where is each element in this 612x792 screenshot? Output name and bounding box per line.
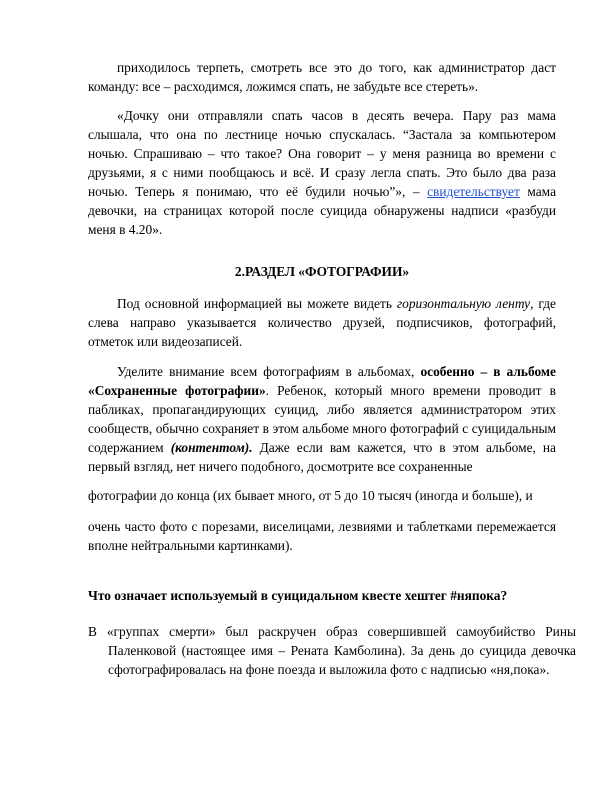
paragraph-text: Уделите внимание всем фотографиям в альбомах, (117, 364, 421, 379)
emphasis-text: горизонтальную ленту (396, 296, 531, 311)
paragraph-feed (88, 294, 556, 351)
section-heading: 2.РАЗДЕЛ «ФОТОГРАФИИ» (234, 264, 410, 279)
bold-italic-text: (контентом). (170, 440, 253, 455)
paragraph-text: Под основной информацией вы можете видеть (117, 296, 397, 311)
paragraph-albums (88, 362, 556, 476)
question-heading: Что означает используемый в суицидальном квесте хештег #няпока? (88, 588, 508, 603)
paragraph-quote (88, 106, 556, 239)
paragraph-text-end: мама девочки, на страницах которой после суицида обнаружены надписи «разбуди меня в 4.20». (88, 184, 557, 237)
paragraph-text-end: , где слева направо указывается количество друзей, подписчиков, фотографий, отметок или видеозаписей. (88, 296, 557, 349)
paragraph-text: приходилось терпеть, смотреть все это до того, как администратор даст команду: все – расходимся, ложимся спать, не забудьте все стереть». (88, 60, 556, 94)
evidence-link[interactable]: свидетельствует (427, 184, 520, 199)
paragraph-text: «Дочку они отправляли спать часов в десять вечера. Пару раз мама слышала, что она по лестнице ночью спускалась. “Застала за компьютером ночью. Спрашиваю – что такое? Она говорит – у меня разница во времени с друзьями, я с ними пообщаюсь и всё. И сразу легла спать. Это было два раза ночью. Теперь я понимаю, что её будили ночью”», – (88, 108, 556, 199)
paragraph-fragment-2: очень часто фото с порезами, виселицами, лезвиями и таблетками перемежается вполне нейтральными картинками). (88, 519, 556, 553)
paragraph-text-end: Даже если вам кажется, что в этом альбоме, на первый взгляд, нет ничего подобного, досмотрите все сохраненные (88, 440, 556, 474)
paragraph-answer: В «группах смерти» был раскручен образ совершившей самоубийство Рины Паленковой (настоящее имя – Рената Камболина). За день до суицида девочка сфотографировалась на фоне поезда и выложила фото с надписью «ня,пока». (88, 624, 576, 677)
paragraph-fragment: фотографии до конца (их бывает много, от 5 до 10 тысяч (иногда и больше), и (88, 488, 533, 503)
bold-text: особенно – в альбоме «Сохраненные фотографии» (88, 364, 556, 398)
paragraph-continuation (88, 58, 556, 96)
paragraph-text-middle: . Ребенок, который много времени проводит в пабликах, пропагандирующих суицид, либо является администратором этих сообществ, обычно сохраняет в этом альбоме много фотографий с суицидальным содержанием (88, 383, 556, 455)
